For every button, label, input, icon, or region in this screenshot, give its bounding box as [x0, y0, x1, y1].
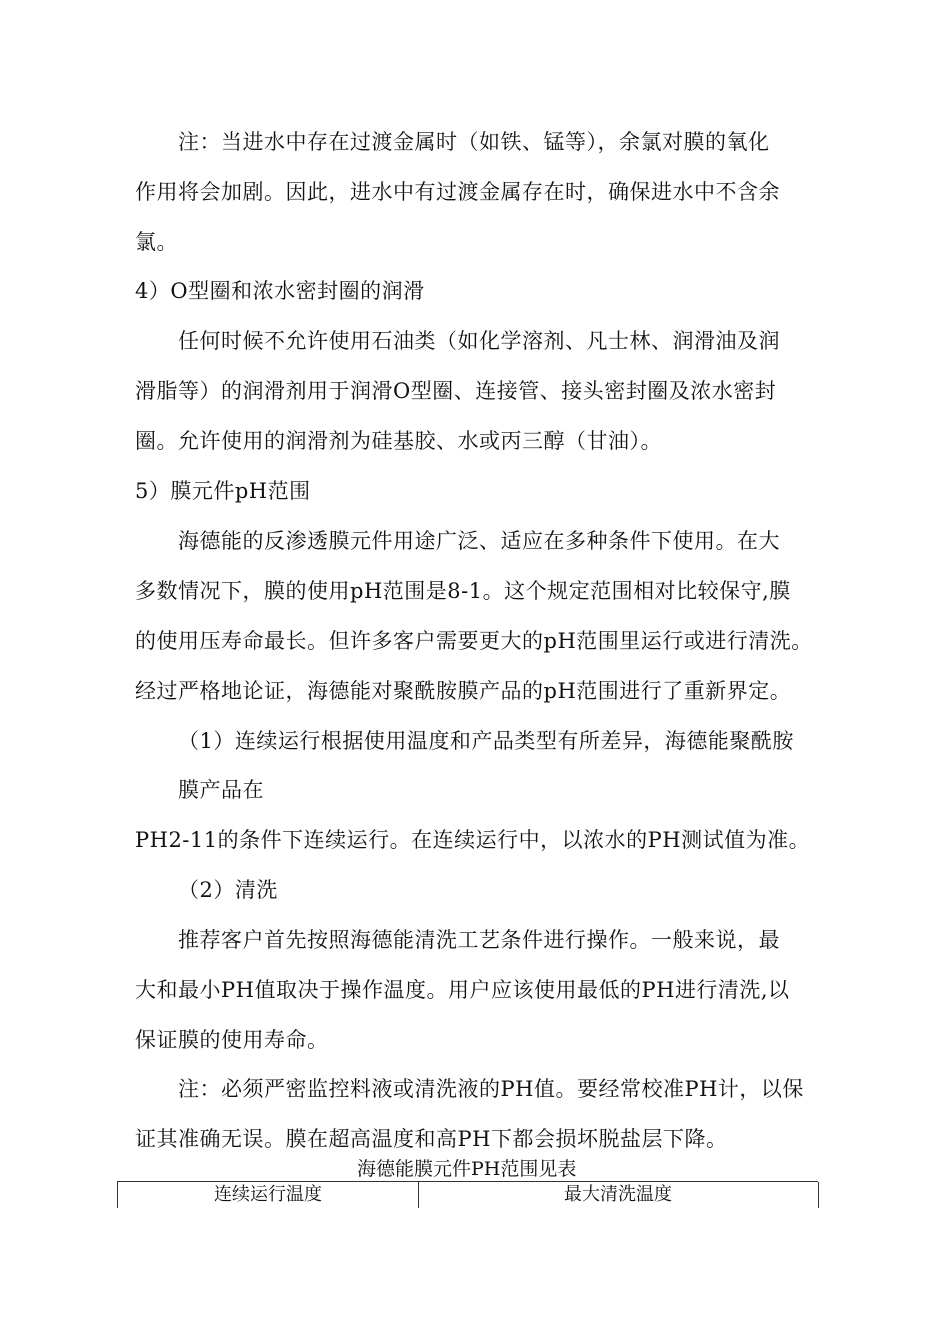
paragraph-line: 氯。 — [135, 230, 178, 254]
paragraph-line: 经过严格地论证，海德能对聚酰胺膜产品的pH范围进行了重新界定。 — [135, 679, 792, 703]
paragraph-line: 的使用压寿命最长。但许多客户需要更大的pH范围里运行或进行清洗。 — [135, 629, 813, 653]
table-header-cell: 最大清洗温度 — [418, 1182, 819, 1208]
paragraph-line: 膜产品在 — [178, 778, 264, 802]
paragraph-line: 证其准确无误。膜在超高温度和高PH下都会损坏脱盐层下降。 — [135, 1127, 728, 1151]
paragraph-line: PH2-11的条件下连续运行。在连续运行中，以浓水的PH测试值为准。 — [135, 828, 811, 852]
ph-range-table — [117, 1181, 818, 1208]
paragraph-line: 任何时候不允许使用石油类（如化学溶剂、凡士林、润滑油及润 — [178, 329, 780, 353]
section-heading: （2）清洗 — [178, 878, 278, 902]
section-heading: 4）O型圈和浓水密封圈的润滑 — [135, 279, 425, 303]
paragraph-line: 保证膜的使用寿命。 — [135, 1028, 329, 1052]
paragraph-line: （1）连续运行根据使用温度和产品类型有所差异，海德能聚酰胺 — [178, 729, 794, 753]
table-header-cell: 连续运行温度 — [117, 1182, 419, 1208]
paragraph-line: 滑脂等）的润滑剂用于润滑O型圈、连接管、接头密封圈及浓水密封 — [135, 379, 777, 403]
paragraph-line: 圈。允许使用的润滑剂为硅基胶、水或丙三醇（甘油）。 — [135, 429, 662, 453]
paragraph-line: 大和最小PH值取决于操作温度。用户应该使用最低的PH进行清洗,以 — [135, 978, 790, 1002]
paragraph-line: 注：必须严密监控料液或清洗液的PH值。要经常校准PH计，以保 — [178, 1077, 804, 1101]
table-caption: 海德能膜元件PH范围见表 — [357, 1158, 577, 1180]
paragraph-line: 作用将会加剧。因此，进水中有过渡金属存在时，确保进水中不含余 — [135, 180, 780, 204]
paragraph-line: 注：当进水中存在过渡金属时（如铁、锰等），余氯对膜的氧化 — [178, 130, 770, 154]
section-heading: 5）膜元件pH范围 — [135, 479, 311, 503]
paragraph-line: 多数情况下，膜的使用pH范围是8-1。这个规定范围相对比较保守,膜 — [135, 579, 791, 603]
paragraph-line: 推荐客户首先按照海德能清洗工艺条件进行操作。一般来说，最 — [178, 928, 780, 952]
paragraph-line: 海德能的反渗透膜元件用途广泛、适应在多种条件下使用。在大 — [178, 529, 780, 553]
